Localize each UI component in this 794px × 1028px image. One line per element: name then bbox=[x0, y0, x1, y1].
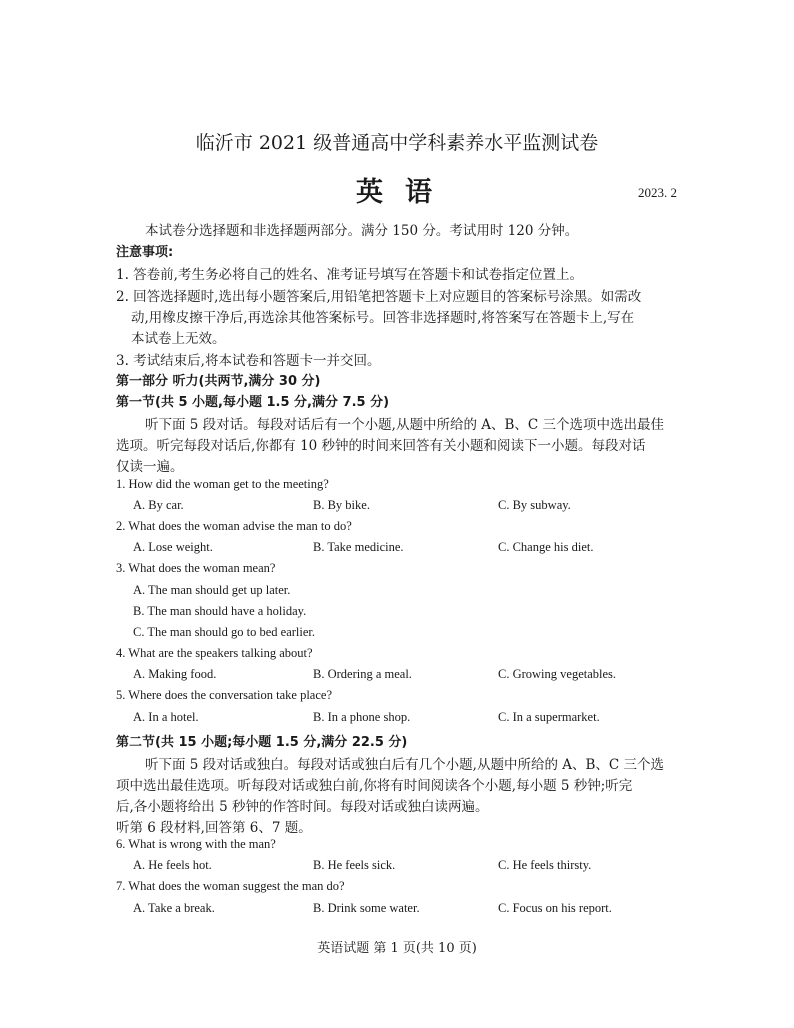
section-instructions: 后,各小题将给出 5 秒钟的作答时间。每段对话或独白读两遍。 bbox=[116, 799, 489, 815]
option-b: B. Drink some water. bbox=[313, 901, 420, 915]
option-b: B. By bike. bbox=[313, 498, 370, 512]
intro-text: 本试卷分选择题和非选择题两部分。满分 150 分。考试用时 120 分钟。 bbox=[145, 223, 579, 239]
section-instructions: 选项。听完每段对话后,你都有 10 秒钟的时间来回答有关小题和阅读下一小题。每段对话 bbox=[116, 438, 646, 454]
option-a: A. In a hotel. bbox=[133, 710, 199, 724]
question-stem: 7. What does the woman suggest the man do? bbox=[116, 879, 345, 893]
question-stem: 3. What does the woman mean? bbox=[116, 561, 276, 575]
option-b: B. Take medicine. bbox=[313, 540, 404, 554]
option-a: A. By car. bbox=[133, 498, 184, 512]
page-footer: 英语试题 第 1 页(共 10 页) bbox=[317, 941, 477, 956]
notes-heading: 注意事项: bbox=[116, 245, 174, 260]
question-stem: 2. What does the woman advise the man to do? bbox=[116, 519, 352, 533]
question-stem: 4. What are the speakers talking about? bbox=[116, 646, 313, 660]
section-instructions: 仅读一遍。 bbox=[116, 459, 184, 475]
section-heading: 第二节(共 15 小题;每小题 1.5 分,满分 22.5 分) bbox=[116, 735, 408, 750]
note-item: 2. 回答选择题时,选出每小题答案后,用铅笔把答题卡上对应题目的答案标号涂黑。如需改 bbox=[116, 289, 642, 305]
exam-title: 临沂市 2021 级普通高中学科素养水平监测试卷 bbox=[195, 132, 599, 154]
option-a: A. The man should get up later. bbox=[133, 583, 291, 597]
note-item: 动,用橡皮擦干净后,再选涂其他答案标号。回答非选择题时,将答案写在答题卡上,写在 bbox=[131, 310, 635, 326]
option-c: C. Growing vegetables. bbox=[498, 667, 617, 681]
option-c: C. By subway. bbox=[498, 498, 571, 512]
section-instructions: 项中选出最佳选项。听每段对话或独白前,你将有时间阅读各个小题,每小题 5 秒钟;听完 bbox=[116, 778, 633, 794]
question-stem: 6. What is wrong with the man? bbox=[116, 837, 276, 851]
part-heading: 第一部分 听力(共两节,满分 30 分) bbox=[116, 374, 321, 389]
note-item: 3. 考试结束后,将本试卷和答题卡一并交回。 bbox=[116, 353, 381, 369]
option-b: B. Ordering a meal. bbox=[313, 667, 412, 681]
option-c: C. In a supermarket. bbox=[498, 710, 600, 724]
section-instructions: 听下面 5 段对话或独白。每段对话或独白后有几个小题,从题中所给的 A、B、C 三个选 bbox=[145, 757, 665, 773]
material-note: 听第 6 段材料,回答第 6、7 题。 bbox=[116, 820, 312, 836]
option-a: A. Making food. bbox=[133, 667, 217, 681]
question-stem: 5. Where does the conversation take place? bbox=[116, 688, 332, 702]
option-c: C. He feels thirsty. bbox=[498, 858, 592, 872]
option-b: B. The man should have a holiday. bbox=[133, 604, 307, 618]
option-a: A. He feels hot. bbox=[133, 858, 212, 872]
question-stem: 1. How did the woman get to the meeting? bbox=[116, 477, 329, 491]
exam-date: 2023. 2 bbox=[638, 185, 677, 200]
option-c: C. The man should go to bed earlier. bbox=[133, 625, 316, 639]
section-instructions: 听下面 5 段对话。每段对话后有一个小题,从题中所给的 A、B、C 三个选项中选出最佳 bbox=[145, 417, 665, 433]
subject-title: 英语 bbox=[356, 177, 454, 208]
option-a: A. Take a break. bbox=[133, 901, 215, 915]
option-c: C. Focus on his report. bbox=[498, 901, 612, 915]
option-b: B. In a phone shop. bbox=[313, 710, 411, 724]
note-item: 本试卷上无效。 bbox=[131, 331, 226, 347]
note-item: 1. 答卷前,考生务必将自己的姓名、准考证号填写在答题卡和试卷指定位置上。 bbox=[116, 267, 583, 283]
option-b: B. He feels sick. bbox=[313, 858, 396, 872]
option-a: A. Lose weight. bbox=[133, 540, 213, 554]
option-c: C. Change his diet. bbox=[498, 540, 594, 554]
section-heading: 第一节(共 5 小题,每小题 1.5 分,满分 7.5 分) bbox=[116, 395, 390, 410]
